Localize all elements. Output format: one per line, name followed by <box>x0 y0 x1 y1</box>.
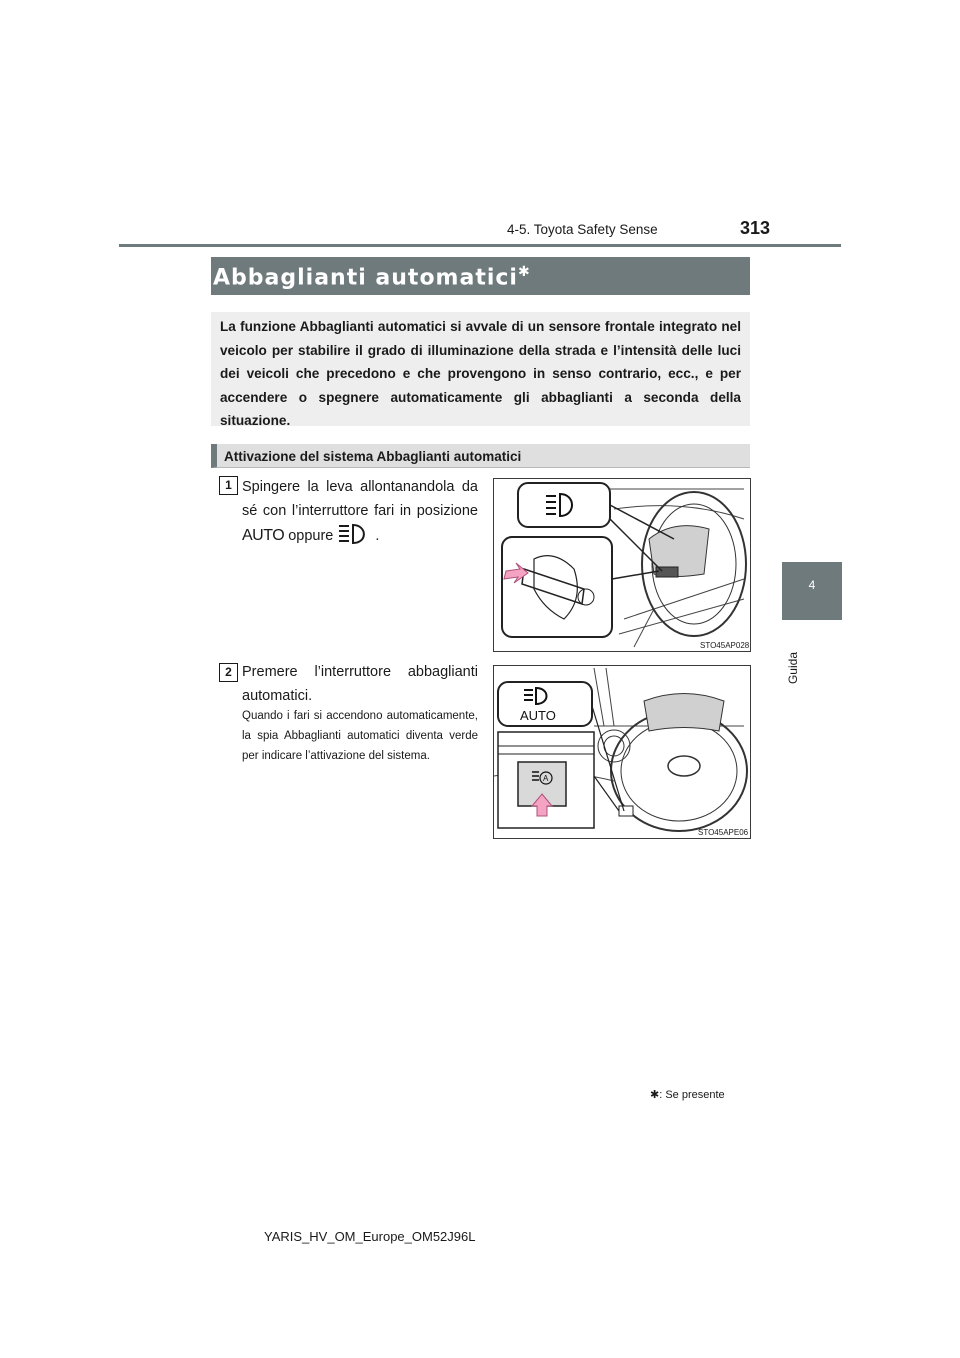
step-2-note: Quando i fari si accendono automaticamente, la spia Abbaglianti automatici diventa verde per indicare l’attivazione del sistema. <box>242 710 478 762</box>
title-asterisk-mark: ✱ <box>517 264 531 280</box>
lever-illustration <box>494 479 750 651</box>
step-1-text <box>242 475 478 548</box>
header-divider <box>119 244 841 247</box>
page-title <box>213 264 531 290</box>
step-1-text-part2: oppure <box>288 528 334 544</box>
chapter-label: Guida <box>786 652 800 685</box>
figure-2-code: STO45APE06 <box>698 828 749 837</box>
step-1-text-part1: Spingere la leva allontanandola da sé con l’interruttore fari in posizione <box>242 479 478 519</box>
figure-lever <box>493 478 751 652</box>
footnote-text: : Se presente <box>659 1089 725 1101</box>
page-title-text: Abbaglianti automatici <box>213 265 518 291</box>
step-1-number: 1 <box>219 476 238 495</box>
high-beam-icon <box>337 523 371 545</box>
figure-switch <box>493 665 751 839</box>
auto-position-label: AUTO <box>242 527 285 544</box>
switch-a-label: A <box>543 774 549 783</box>
callout-auto-label: AUTO <box>520 708 556 723</box>
switch-illustration <box>494 666 750 838</box>
section-reference: 4-5. Toyota Safety Sense <box>507 222 658 237</box>
chapter-number: 4 <box>808 578 816 592</box>
page-number: 313 <box>740 218 771 238</box>
intro-text: La funzione Abbaglianti automatici si avvale di un sensore frontale integrato nel veicolo per stabilire il grado di illuminazione della strada e l’intensità delle luci dei veicoli che precedono e che provengono in senso contrario, ecc., e per accendere o spegnere automaticamente gli abbaglianti a seconda della situazione. <box>220 319 741 429</box>
footnote <box>650 1088 725 1101</box>
step-2-number: 2 <box>219 663 238 682</box>
footnote-mark: ✱ <box>650 1089 660 1101</box>
subsection-title: Attivazione del sistema Abbaglianti automatici <box>224 449 522 464</box>
step-1-text-end: . <box>375 528 380 544</box>
step-2-text: Premere l’interruttore abbaglianti automatici. <box>242 664 478 704</box>
figure-1-code: STO45AP028 <box>700 641 750 650</box>
document-id-footer: YARIS_HV_OM_Europe_OM52J96L <box>264 1229 476 1244</box>
